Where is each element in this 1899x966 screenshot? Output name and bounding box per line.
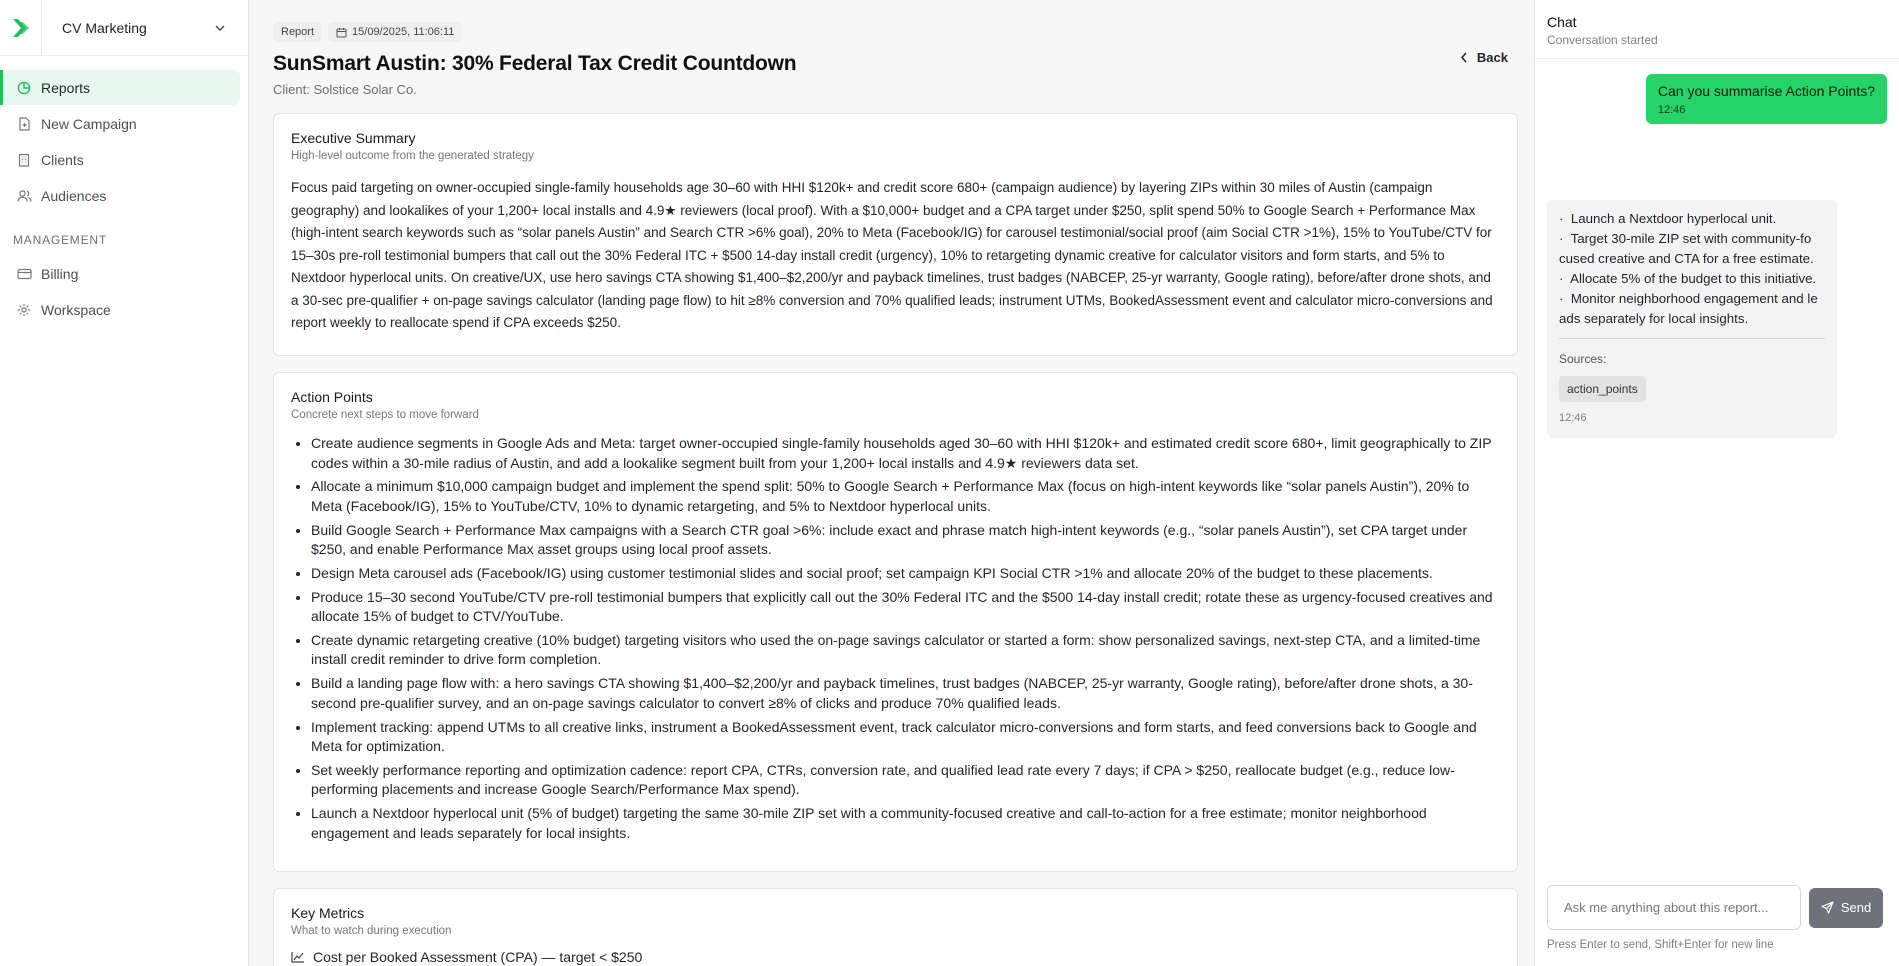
- composer-hint: Press Enter to send, Shift+Enter for new line: [1547, 939, 1774, 951]
- summary-point: · Target 30-mile ZIP set with community-fo cused creative and CTA for a free estimate.: [1559, 231, 1814, 266]
- card-subtitle: High-level outcome from the generated strategy: [291, 150, 534, 162]
- sidebar-item-label: New Campaign: [41, 115, 137, 132]
- sidebar-item-workspace[interactable]: [0, 292, 240, 327]
- chat-title: Chat: [1547, 14, 1577, 30]
- report-header: [273, 22, 1510, 97]
- point-text: Launch a Nextdoor hyperlocal unit.: [1570, 211, 1777, 226]
- chat-composer: [1547, 885, 1883, 930]
- list-item: • Build a landing page flow with: a hero savings CTA showing $1,400–$2,200/yr and payback timelines, trust badges (NABCEP, 25-yr warranty, Google rating), before/after drone shots, a 30-second pre-qualifier survey, and an on-page savings calculator to convert ≥8% of clicks and produce 70% qualified leads.: [311, 674, 1500, 713]
- gear-icon: [16, 302, 32, 318]
- card-title: Action Points: [291, 389, 373, 405]
- card-subtitle: What to watch during execution: [291, 925, 452, 937]
- list-item: • Produce 15–30 second YouTube/CTV pre-roll testimonial bumpers that explicitly call out the 30% Federal ITC and the $500 14-day install credit; rotate these as urgency-focused creatives and allocate 15% of budget to CTV/YouTube.: [311, 588, 1500, 627]
- card-title: Key Metrics: [291, 905, 365, 921]
- sidebar-item-clients[interactable]: [0, 142, 240, 177]
- metric-label: Cost per Booked Assessment (CPA) — target < $250: [313, 949, 643, 965]
- point-text: Monitor neighborhood engagement and le ads separately for local insights.: [1559, 291, 1818, 326]
- report-timestamp: 15/09/2025, 11:06:11: [352, 26, 455, 38]
- list-item: • Create audience segments in Google Ads and Meta: target owner-occupied single-family households aged 30–60 with HHI $120k+ and estimated credit score 680+, limit geographically to ZIP codes within a 30-mile radius of Austin, and add a lookalike segment built from your 1,200+ local installs and 4.9★ reviewers data set.: [311, 434, 1500, 473]
- credit-card-icon: [16, 266, 32, 282]
- timestamp-chip: [328, 22, 462, 42]
- summary-point: · Launch a Nextdoor hyperlocal unit.: [1559, 211, 1777, 226]
- sidebar-item-label: Billing: [41, 265, 79, 282]
- summary-point: · Allocate 5% of the budget to this initiative.: [1559, 271, 1817, 286]
- executive-summary-text: Focus paid targeting on owner-occupied single-family households age 30–60 with HHI $120k+ and credit score 680+ (campaign audience) by layering ZIPs within 30 miles of Austin (campaign geography) and lookalikes of your 1,200+ local installs and 4.9★ reviewers (local proof). With a $10,000+ budget and a CPA target under $250, split spend 50% to Google Search + Performance Max (high-intent search keywords such as “solar panels Austin” and Search CTR >6% goal), 20% to Meta (Facebook/IG) for carousel testimonial/social proof (aim Social CTR >1%), 15% to YouTube/CTV for 15–30s pre-roll testimonial bumpers that call out the 30% Federal ITC + $500 14-day install credit (urgency), 10% to retargeting dynamic creative for calculator visitors and form starts, and 5% to Nextdoor hyperlocal units. On creative/UX, use hero savings CTA showing $1,400–$2,200/yr and payback timelines, trust badges (NABCEP, 25-yr warranty, Google rating), before/after drone shots, and a 30-sec pre-qualifier + on-page savings calculator (landing page flow) to hit ≥8% conversion and 70% qualified leads; instrument UTMs, BookedAssessment event and calculator micro-conversions and report weekly to reallocate spend if CPA exceeds $250.: [291, 180, 1493, 330]
- list-item: • Build Google Search + Performance Max campaigns with a Search CTR goal >6%: include exact and phrase match high-intent keywords (e.g., “solar panels Austin”), set CPA target under $250, and enable Performance Max asset groups using local proof assets.: [311, 521, 1500, 560]
- workspace-selector[interactable]: [42, 0, 248, 56]
- action-points-card: [273, 372, 1518, 872]
- card-subtitle: Concrete next steps to move forward: [291, 409, 479, 421]
- source-chip[interactable]: action_points: [1559, 376, 1646, 402]
- back-button[interactable]: [1460, 50, 1508, 65]
- message-time: 12:46: [1657, 104, 1686, 116]
- card-title: Executive Summary: [291, 130, 416, 146]
- message-time: 12:46: [1559, 412, 1587, 424]
- sidebar-item-billing[interactable]: [0, 256, 240, 291]
- list-item: • Create dynamic retargeting creative (10% budget) targeting visitors who used the on-page savings calculator or started a form: show personalized savings, next-step CTA, and a limited-time install credit reminder to drive form completion.: [311, 631, 1500, 670]
- sources-label: Sources:: [1559, 352, 1607, 366]
- send-button[interactable]: [1809, 888, 1883, 928]
- chat-header: [1535, 0, 1899, 59]
- sidebar-item-label: Audiences: [41, 187, 107, 204]
- sidebar-item-label: Workspace: [41, 301, 111, 318]
- chevron-down-icon: [214, 22, 226, 34]
- chat-messages: [1535, 59, 1899, 869]
- workspace-name: CV Marketing: [62, 19, 147, 36]
- back-label: Back: [1476, 50, 1508, 65]
- sidebar: [0, 0, 249, 966]
- chat-input[interactable]: [1547, 885, 1801, 930]
- message-text: Can you summarise Action Points?: [1657, 83, 1875, 99]
- pie-chart-icon: [16, 80, 32, 96]
- action-points-list: [291, 434, 1500, 843]
- list-item: • Allocate a minimum $10,000 campaign budget and implement the spend split: 50% to Google Search + Performance Max (focus on high-intent keywords like “solar panels Austin”), 20% to Meta (Facebook/IG), 15% to YouTube/CTV, 10% to dynamic retargeting, and 5% to Nextdoor hyperlocal units.: [311, 477, 1500, 516]
- list-item: • Launch a Nextdoor hyperlocal unit (5% of budget) targeting the same 30-mile ZIP set with a community-focused creative and call-to-action for a free estimate; monitor neighborhood engagement and leads separately for local insights.: [311, 804, 1500, 843]
- users-icon: [16, 188, 32, 204]
- page-title: SunSmart Austin: 30% Federal Tax Credit Countdown: [273, 52, 797, 75]
- send-icon: [1821, 901, 1834, 914]
- report-badge: Report: [273, 22, 322, 42]
- file-plus-icon: [16, 116, 32, 132]
- user-message: [1646, 74, 1887, 124]
- metric-item: [291, 949, 1500, 965]
- client-name: Client: Solstice Solar Co.: [273, 82, 417, 97]
- chat-panel: [1534, 0, 1899, 966]
- divider: [1559, 338, 1825, 339]
- logo-icon[interactable]: [0, 0, 42, 56]
- sidebar-item-reports[interactable]: [0, 70, 240, 105]
- point-text: Target 30-mile ZIP set with community-fo cused creative and CTA for a free estimate.: [1559, 231, 1814, 266]
- sidebar-item-label: Clients: [41, 151, 84, 168]
- executive-summary-card: [273, 113, 1518, 356]
- summary-point: · Monitor neighborhood engagement and le ads separately for local insights.: [1559, 291, 1818, 326]
- sidebar-item-new-campaign[interactable]: [0, 106, 240, 141]
- send-label: Send: [1840, 900, 1872, 915]
- building-icon: [16, 152, 32, 168]
- list-item: • Set weekly performance reporting and optimization cadence: report CPA, CTRs, conversion rate, and qualified lead rate every 7 days; if CPA > $250, reallocate budget (e.g., reduce low-performing placements and increase Google Search/Performance Max spend).: [311, 761, 1500, 800]
- chat-status: Conversation started: [1547, 33, 1658, 47]
- sidebar-nav: [0, 56, 248, 327]
- report-meta: [273, 22, 1510, 42]
- list-item: • Design Meta carousel ads (Facebook/IG) using customer testimonial slides and social proof; set campaign KPI Social CTR >1% and allocate 20% of the budget to these placements.: [311, 564, 1500, 584]
- calendar-icon: [336, 27, 347, 38]
- report-main: [249, 0, 1534, 966]
- sidebar-item-audiences[interactable]: [0, 178, 240, 213]
- sidebar-item-label: Reports: [41, 79, 91, 96]
- assistant-message: [1547, 200, 1837, 438]
- trend-icon: [291, 951, 305, 963]
- list-item: • Implement tracking: append UTMs to all creative links, instrument a BookedAssessment event, track calculator micro-conversions and form starts, and feed conversions back to Google and Meta for optimization.: [311, 718, 1500, 757]
- sidebar-header: [0, 0, 248, 56]
- key-metrics-card: [273, 888, 1518, 966]
- sidebar-section-management: MANAGEMENT: [13, 233, 108, 247]
- chevron-left-icon: [1460, 52, 1468, 63]
- point-text: Allocate 5% of the budget to this initiative.: [1570, 271, 1817, 286]
